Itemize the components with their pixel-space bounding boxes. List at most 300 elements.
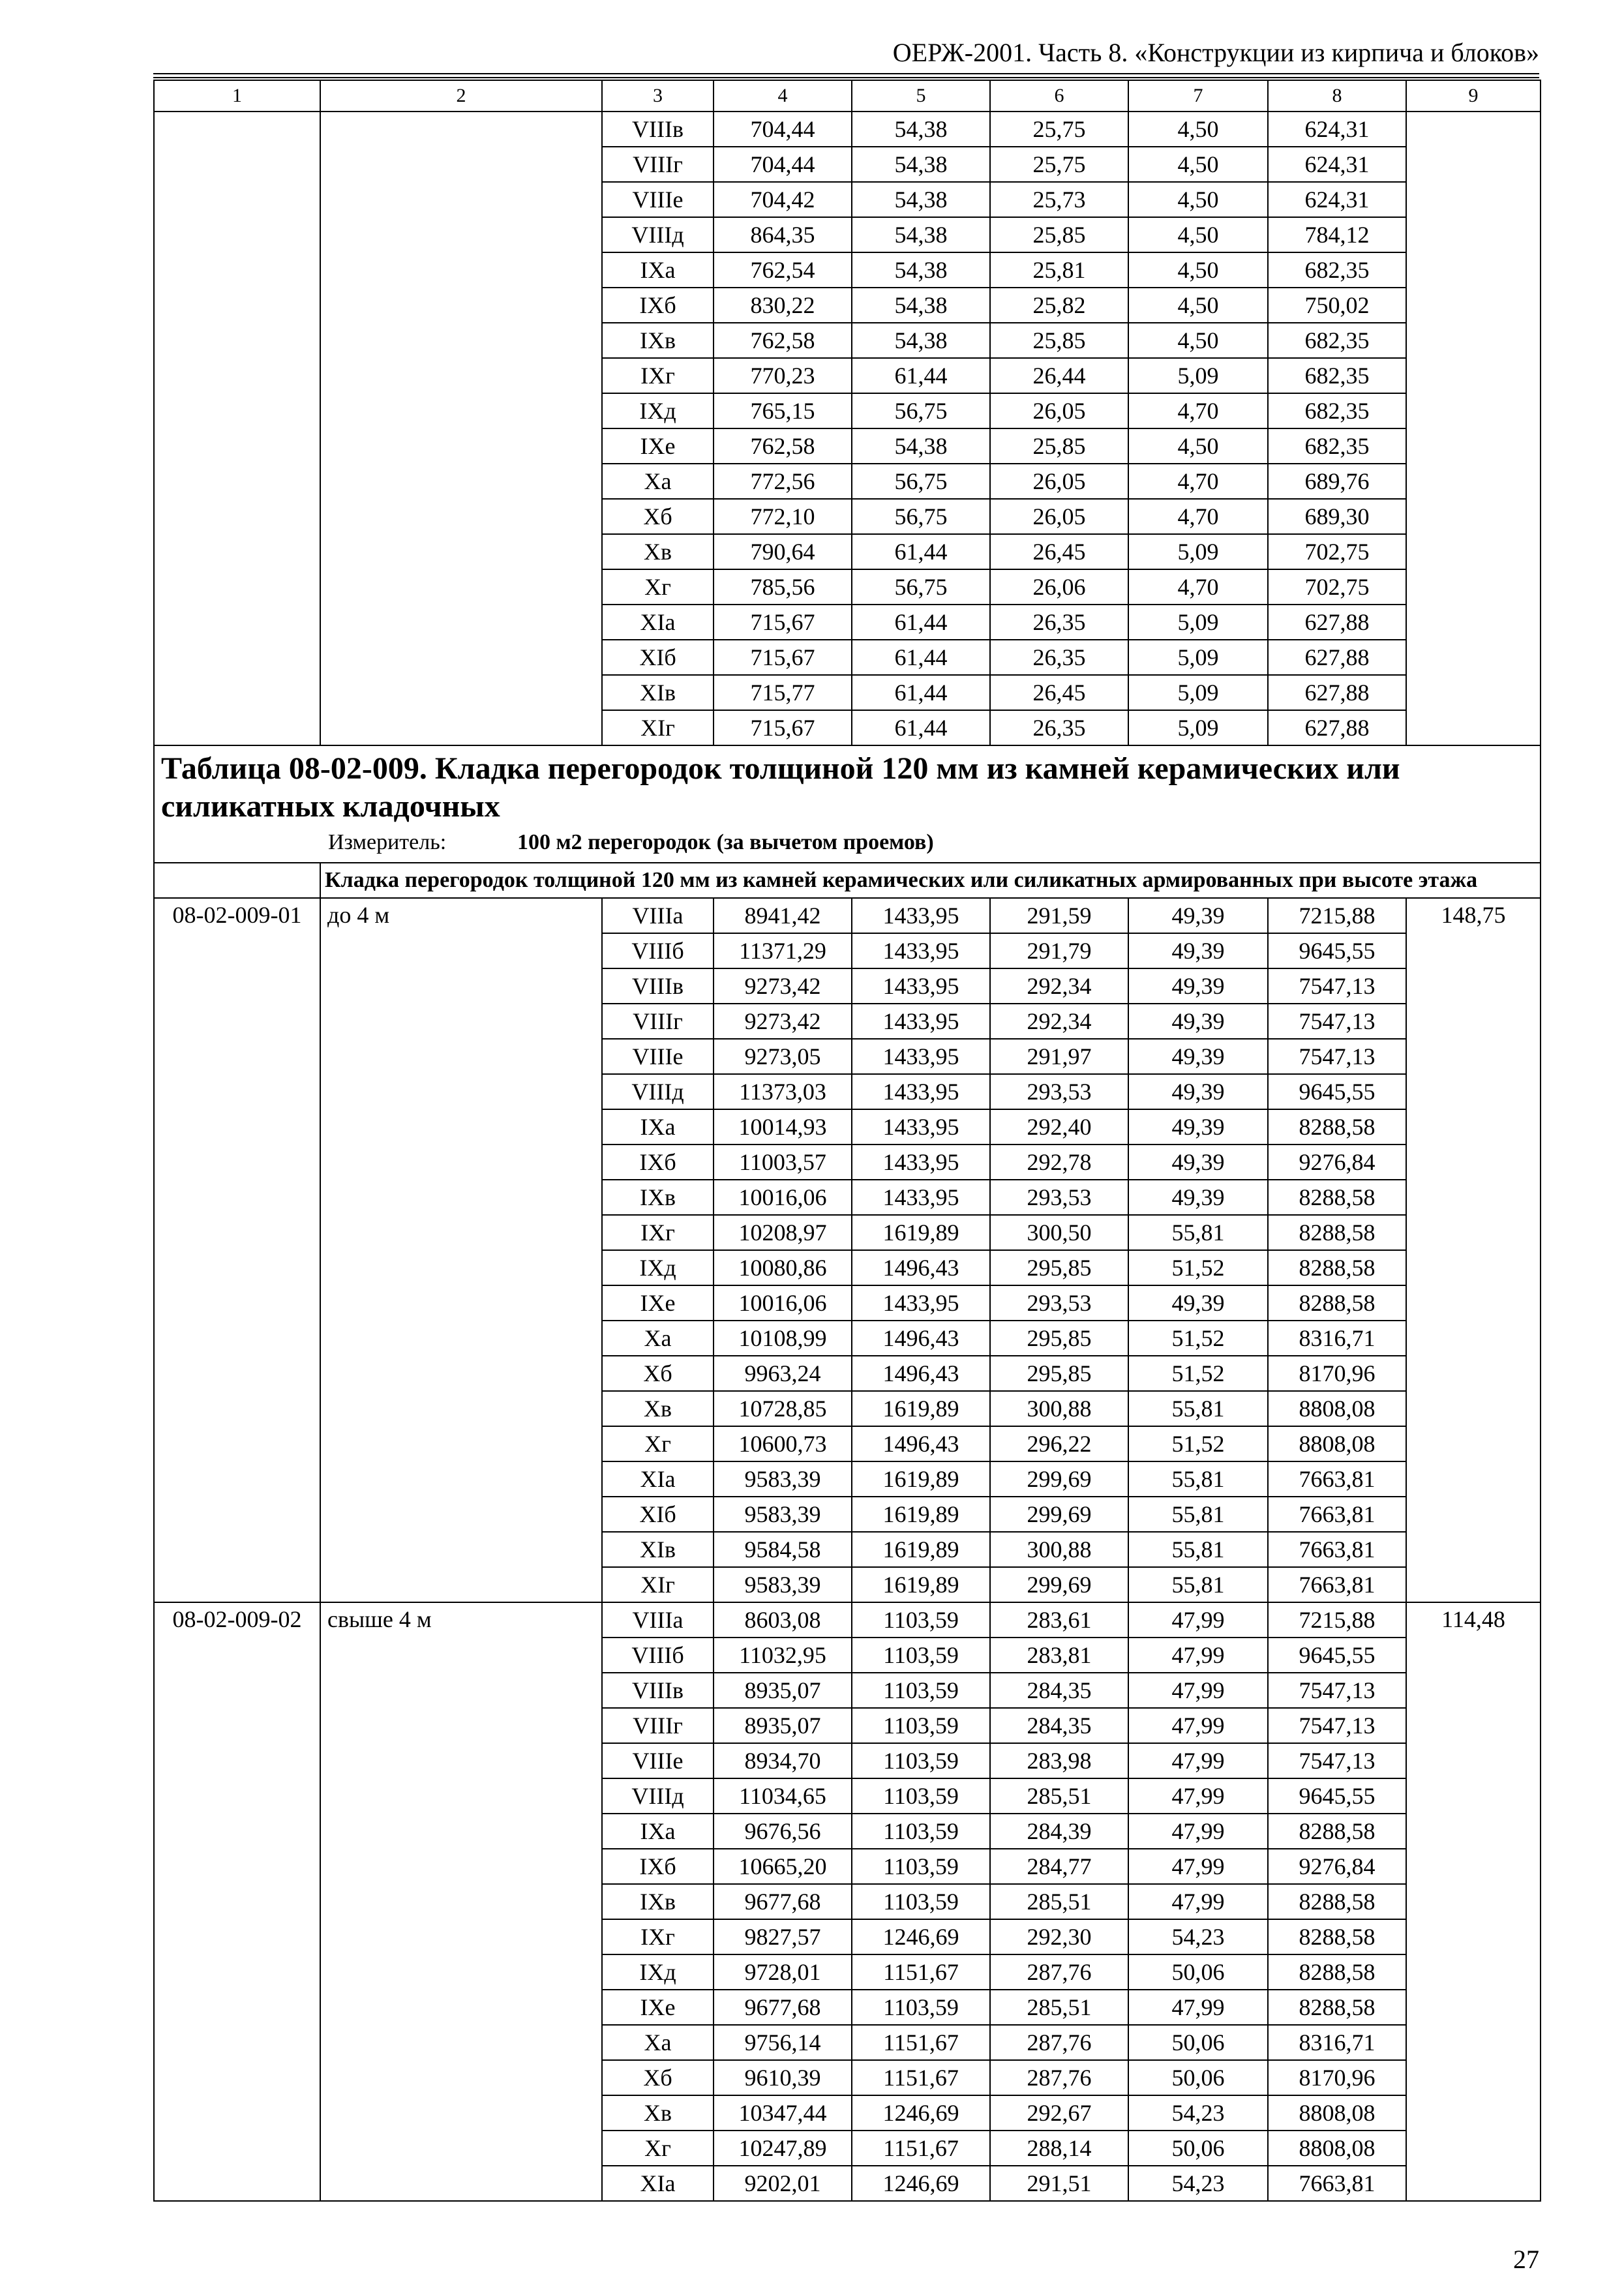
data-cell: 715,67 bbox=[714, 605, 852, 640]
data-cell: 291,51 bbox=[990, 2166, 1128, 2201]
data-cell: 291,97 bbox=[990, 1039, 1128, 1074]
data-cell: 762,54 bbox=[714, 252, 852, 288]
data-cell: IXд bbox=[602, 1954, 714, 1990]
header-rule-top bbox=[153, 73, 1539, 74]
data-cell: 7547,13 bbox=[1268, 1039, 1406, 1074]
data-cell: 5,09 bbox=[1128, 605, 1268, 640]
data-cell: Xб bbox=[602, 2060, 714, 2095]
data-cell: 715,67 bbox=[714, 710, 852, 745]
data-cell: 1496,43 bbox=[852, 1321, 990, 1356]
data-cell: 7215,88 bbox=[1268, 1602, 1406, 1638]
data-cell: 55,81 bbox=[1128, 1215, 1268, 1250]
data-cell: 292,34 bbox=[990, 1004, 1128, 1039]
column-number: 4 bbox=[714, 80, 852, 112]
data-cell: 1103,59 bbox=[852, 1743, 990, 1778]
table-title-row bbox=[154, 745, 1541, 863]
data-cell: 1433,95 bbox=[852, 1285, 990, 1321]
data-cell: 283,81 bbox=[990, 1638, 1128, 1673]
data-cell: VIIIг bbox=[602, 1004, 714, 1039]
data-cell: 284,39 bbox=[990, 1814, 1128, 1849]
data-cell: 1103,59 bbox=[852, 1778, 990, 1814]
data-cell: 9728,01 bbox=[714, 1954, 852, 1990]
data-cell: 1151,67 bbox=[852, 2060, 990, 2095]
data-cell: 25,75 bbox=[990, 147, 1128, 182]
data-cell: 715,67 bbox=[714, 640, 852, 675]
data-cell: 5,09 bbox=[1128, 675, 1268, 710]
data-cell: 682,35 bbox=[1268, 393, 1406, 428]
data-cell: 7547,13 bbox=[1268, 1743, 1406, 1778]
data-cell: 26,44 bbox=[990, 358, 1128, 393]
data-cell: 25,81 bbox=[990, 252, 1128, 288]
table-row bbox=[154, 112, 1541, 147]
data-cell: 55,81 bbox=[1128, 1461, 1268, 1497]
column-number-row bbox=[154, 80, 1541, 112]
data-cell: 287,76 bbox=[990, 1954, 1128, 1990]
data-cell: 292,30 bbox=[990, 1919, 1128, 1954]
data-cell: VIIIг bbox=[602, 147, 714, 182]
data-cell: VIIIв bbox=[602, 968, 714, 1004]
data-cell: 9583,39 bbox=[714, 1497, 852, 1532]
data-cell: 26,45 bbox=[990, 534, 1128, 569]
data-cell: 54,38 bbox=[852, 217, 990, 252]
data-cell: 47,99 bbox=[1128, 1602, 1268, 1638]
data-cell: 25,73 bbox=[990, 182, 1128, 217]
data-cell: Xб bbox=[602, 499, 714, 534]
subheading-row bbox=[154, 863, 1541, 898]
table-row bbox=[154, 898, 1541, 933]
data-cell: IXг bbox=[602, 1919, 714, 1954]
data-cell: 8316,71 bbox=[1268, 2025, 1406, 2060]
data-cell: 54,38 bbox=[852, 147, 990, 182]
data-cell: Xа bbox=[602, 2025, 714, 2060]
data-cell: 1433,95 bbox=[852, 1109, 990, 1144]
data-cell: 8808,08 bbox=[1268, 1426, 1406, 1461]
data-cell: 49,39 bbox=[1128, 1004, 1268, 1039]
data-cell: 61,44 bbox=[852, 640, 990, 675]
data-cell: 51,52 bbox=[1128, 1356, 1268, 1391]
data-cell: 49,39 bbox=[1128, 1144, 1268, 1180]
data-cell: IXб bbox=[602, 1849, 714, 1884]
data-cell: 50,06 bbox=[1128, 2060, 1268, 2095]
data-cell: 55,81 bbox=[1128, 1497, 1268, 1532]
data-cell: 288,14 bbox=[990, 2131, 1128, 2166]
data-cell: 54,38 bbox=[852, 323, 990, 358]
data-cell: 26,05 bbox=[990, 393, 1128, 428]
data-cell: 4,50 bbox=[1128, 182, 1268, 217]
data-cell: 5,09 bbox=[1128, 710, 1268, 745]
data-cell: 9202,01 bbox=[714, 2166, 852, 2201]
rate-col9: 148,75 bbox=[1406, 898, 1541, 1602]
data-cell: 5,09 bbox=[1128, 358, 1268, 393]
data-cell: 1103,59 bbox=[852, 1602, 990, 1638]
table-title: Таблица 08-02-009. Кладка перегородок толщиной 120 мм из камней керамических или силикатных кладочных bbox=[161, 751, 1400, 824]
data-cell: 283,98 bbox=[990, 1743, 1128, 1778]
data-cell: 1103,59 bbox=[852, 1638, 990, 1673]
data-cell: 50,06 bbox=[1128, 2025, 1268, 2060]
data-cell: 49,39 bbox=[1128, 968, 1268, 1004]
data-cell: 10016,06 bbox=[714, 1180, 852, 1215]
unit-line bbox=[161, 828, 1532, 857]
data-cell: 784,12 bbox=[1268, 217, 1406, 252]
rate-code: 08-02-009-02 bbox=[154, 1602, 320, 2201]
data-cell: 295,85 bbox=[990, 1250, 1128, 1285]
data-cell: 770,23 bbox=[714, 358, 852, 393]
unit-label: Измеритель: bbox=[328, 830, 447, 854]
data-cell: 9677,68 bbox=[714, 1884, 852, 1919]
data-cell: 11034,65 bbox=[714, 1778, 852, 1814]
page-header: ОЕРЖ-2001. Часть 8. «Конструкции из кирпича и блоков» bbox=[892, 38, 1539, 67]
data-cell: 1619,89 bbox=[852, 1461, 990, 1497]
rates-table-body bbox=[154, 80, 1541, 2201]
data-cell: 1619,89 bbox=[852, 1391, 990, 1426]
data-cell: 7663,81 bbox=[1268, 1461, 1406, 1497]
data-cell: XIа bbox=[602, 2166, 714, 2201]
data-cell: 682,35 bbox=[1268, 358, 1406, 393]
data-cell: 10016,06 bbox=[714, 1285, 852, 1321]
data-cell: VIIIг bbox=[602, 1708, 714, 1743]
data-cell: 10208,97 bbox=[714, 1215, 852, 1250]
data-cell: 56,75 bbox=[852, 464, 990, 499]
data-cell: 1246,69 bbox=[852, 1919, 990, 1954]
data-cell: 1496,43 bbox=[852, 1426, 990, 1461]
data-cell: 61,44 bbox=[852, 710, 990, 745]
data-cell: 54,38 bbox=[852, 288, 990, 323]
data-cell: 1246,69 bbox=[852, 2166, 990, 2201]
column-number: 5 bbox=[852, 80, 990, 112]
data-cell: 1496,43 bbox=[852, 1250, 990, 1285]
data-cell: 9583,39 bbox=[714, 1567, 852, 1602]
data-cell: 7663,81 bbox=[1268, 2166, 1406, 2201]
data-cell: 9645,55 bbox=[1268, 933, 1406, 968]
data-cell: XIг bbox=[602, 710, 714, 745]
data-cell: 56,75 bbox=[852, 499, 990, 534]
data-cell: 1496,43 bbox=[852, 1356, 990, 1391]
data-cell: 8288,58 bbox=[1268, 1954, 1406, 1990]
data-cell: 55,81 bbox=[1128, 1567, 1268, 1602]
data-cell: 61,44 bbox=[852, 675, 990, 710]
data-cell: 10108,99 bbox=[714, 1321, 852, 1356]
column-number: 2 bbox=[320, 80, 602, 112]
data-cell: 10014,93 bbox=[714, 1109, 852, 1144]
data-cell: 1433,95 bbox=[852, 1004, 990, 1039]
data-cell: 284,35 bbox=[990, 1673, 1128, 1708]
data-cell: 8808,08 bbox=[1268, 2131, 1406, 2166]
data-cell: 9273,42 bbox=[714, 968, 852, 1004]
data-cell: 47,99 bbox=[1128, 1743, 1268, 1778]
data-cell: 54,38 bbox=[852, 112, 990, 147]
data-cell: 1433,95 bbox=[852, 968, 990, 1004]
data-cell: 7663,81 bbox=[1268, 1497, 1406, 1532]
column-number: 7 bbox=[1128, 80, 1268, 112]
data-cell: 624,31 bbox=[1268, 182, 1406, 217]
data-cell: 4,70 bbox=[1128, 393, 1268, 428]
data-cell: 26,05 bbox=[990, 499, 1128, 534]
data-cell: 627,88 bbox=[1268, 675, 1406, 710]
data-cell: 49,39 bbox=[1128, 1285, 1268, 1321]
name-cell-empty bbox=[320, 112, 602, 745]
data-cell: 7663,81 bbox=[1268, 1567, 1406, 1602]
data-cell: 300,88 bbox=[990, 1391, 1128, 1426]
data-cell: 1433,95 bbox=[852, 1074, 990, 1109]
data-cell: 9645,55 bbox=[1268, 1778, 1406, 1814]
data-cell: 8170,96 bbox=[1268, 2060, 1406, 2095]
data-cell: 702,75 bbox=[1268, 534, 1406, 569]
data-cell: Xг bbox=[602, 1426, 714, 1461]
data-cell: 25,82 bbox=[990, 288, 1128, 323]
data-cell: 5,09 bbox=[1128, 640, 1268, 675]
data-cell: 47,99 bbox=[1128, 1673, 1268, 1708]
data-cell: 9756,14 bbox=[714, 2025, 852, 2060]
data-cell: 765,15 bbox=[714, 393, 852, 428]
data-cell: 7215,88 bbox=[1268, 898, 1406, 933]
data-cell: IXе bbox=[602, 428, 714, 464]
data-cell: IXв bbox=[602, 1180, 714, 1215]
data-cell: 9273,05 bbox=[714, 1039, 852, 1074]
data-cell: 285,51 bbox=[990, 1990, 1128, 2025]
data-cell: 627,88 bbox=[1268, 710, 1406, 745]
data-cell: 627,88 bbox=[1268, 605, 1406, 640]
data-cell: 26,06 bbox=[990, 569, 1128, 605]
data-cell: 285,51 bbox=[990, 1884, 1128, 1919]
data-cell: 8170,96 bbox=[1268, 1356, 1406, 1391]
data-cell: 772,56 bbox=[714, 464, 852, 499]
data-cell: 292,34 bbox=[990, 968, 1128, 1004]
data-cell: 54,23 bbox=[1128, 2095, 1268, 2131]
data-cell: 284,35 bbox=[990, 1708, 1128, 1743]
data-cell: 50,06 bbox=[1128, 1954, 1268, 1990]
data-cell: 1103,59 bbox=[852, 1708, 990, 1743]
data-cell: 299,69 bbox=[990, 1461, 1128, 1497]
data-cell: 8288,58 bbox=[1268, 1285, 1406, 1321]
data-cell: 49,39 bbox=[1128, 1039, 1268, 1074]
data-cell: 1103,59 bbox=[852, 1884, 990, 1919]
data-cell: 4,50 bbox=[1128, 147, 1268, 182]
data-cell: VIIIе bbox=[602, 1039, 714, 1074]
data-cell: 287,76 bbox=[990, 2025, 1128, 2060]
data-cell: 864,35 bbox=[714, 217, 852, 252]
data-cell: 54,38 bbox=[852, 428, 990, 464]
data-cell: 287,76 bbox=[990, 2060, 1128, 2095]
data-cell: 51,52 bbox=[1128, 1426, 1268, 1461]
data-cell: 8603,08 bbox=[714, 1602, 852, 1638]
data-cell: 10247,89 bbox=[714, 2131, 852, 2166]
column-number: 9 bbox=[1406, 80, 1541, 112]
data-cell: 26,45 bbox=[990, 675, 1128, 710]
column-number: 8 bbox=[1268, 80, 1406, 112]
data-cell: 26,35 bbox=[990, 605, 1128, 640]
data-cell: 682,35 bbox=[1268, 428, 1406, 464]
data-cell: 1151,67 bbox=[852, 1954, 990, 1990]
data-cell: 1619,89 bbox=[852, 1215, 990, 1250]
data-cell: 291,79 bbox=[990, 933, 1128, 968]
data-cell: 56,75 bbox=[852, 569, 990, 605]
data-cell: 9276,84 bbox=[1268, 1144, 1406, 1180]
data-cell: 55,81 bbox=[1128, 1532, 1268, 1567]
data-cell: 51,52 bbox=[1128, 1321, 1268, 1356]
data-cell: 1433,95 bbox=[852, 898, 990, 933]
data-cell: 1433,95 bbox=[852, 1144, 990, 1180]
data-cell: 47,99 bbox=[1128, 1884, 1268, 1919]
data-cell: VIIIа bbox=[602, 1602, 714, 1638]
data-cell: 9610,39 bbox=[714, 2060, 852, 2095]
data-cell: 8288,58 bbox=[1268, 1814, 1406, 1849]
data-cell: 296,22 bbox=[990, 1426, 1128, 1461]
data-cell: 682,35 bbox=[1268, 323, 1406, 358]
data-cell: 704,42 bbox=[714, 182, 852, 217]
data-cell: 25,85 bbox=[990, 323, 1128, 358]
data-cell: 285,51 bbox=[990, 1778, 1128, 1814]
data-cell: 704,44 bbox=[714, 112, 852, 147]
data-cell: 1103,59 bbox=[852, 1990, 990, 2025]
data-cell: 50,06 bbox=[1128, 2131, 1268, 2166]
data-cell: 49,39 bbox=[1128, 1074, 1268, 1109]
data-cell: 9583,39 bbox=[714, 1461, 852, 1497]
data-cell: 49,39 bbox=[1128, 1109, 1268, 1144]
data-cell: 1619,89 bbox=[852, 1497, 990, 1532]
data-cell: IXа bbox=[602, 1109, 714, 1144]
column-number: 6 bbox=[990, 80, 1128, 112]
data-cell: IXд bbox=[602, 1250, 714, 1285]
data-cell: 293,53 bbox=[990, 1180, 1128, 1215]
data-cell: 49,39 bbox=[1128, 933, 1268, 968]
data-cell: 47,99 bbox=[1128, 1638, 1268, 1673]
data-cell: 61,44 bbox=[852, 534, 990, 569]
data-cell: 1246,69 bbox=[852, 2095, 990, 2131]
data-cell: 26,05 bbox=[990, 464, 1128, 499]
data-cell: 11032,95 bbox=[714, 1638, 852, 1673]
data-cell: 299,69 bbox=[990, 1497, 1128, 1532]
data-cell: IXг bbox=[602, 358, 714, 393]
rates-table bbox=[153, 80, 1541, 2202]
data-cell: 4,70 bbox=[1128, 464, 1268, 499]
code-cell-empty bbox=[154, 112, 320, 745]
column-number: 3 bbox=[602, 80, 714, 112]
data-cell: 292,67 bbox=[990, 2095, 1128, 2131]
data-cell: 25,85 bbox=[990, 217, 1128, 252]
data-cell: 1103,59 bbox=[852, 1673, 990, 1708]
data-cell: 1151,67 bbox=[852, 2131, 990, 2166]
data-cell: 300,50 bbox=[990, 1215, 1128, 1250]
data-cell: 9963,24 bbox=[714, 1356, 852, 1391]
data-cell: Xв bbox=[602, 534, 714, 569]
data-cell: 624,31 bbox=[1268, 112, 1406, 147]
data-cell: XIв bbox=[602, 1532, 714, 1567]
col9-cell-empty bbox=[1406, 112, 1541, 745]
data-cell: 47,99 bbox=[1128, 1708, 1268, 1743]
data-cell: 1433,95 bbox=[852, 1180, 990, 1215]
table-title-cell bbox=[154, 745, 1541, 863]
rate-name: до 4 м bbox=[320, 898, 602, 1602]
data-cell: 51,52 bbox=[1128, 1250, 1268, 1285]
data-cell: 299,69 bbox=[990, 1567, 1128, 1602]
rate-code: 08-02-009-01 bbox=[154, 898, 320, 1602]
data-cell: 9645,55 bbox=[1268, 1074, 1406, 1109]
data-cell: 762,58 bbox=[714, 428, 852, 464]
data-cell: 762,58 bbox=[714, 323, 852, 358]
data-cell: 10080,86 bbox=[714, 1250, 852, 1285]
data-cell: 689,30 bbox=[1268, 499, 1406, 534]
data-cell: 4,50 bbox=[1128, 288, 1268, 323]
data-cell: 293,53 bbox=[990, 1285, 1128, 1321]
data-cell: Xв bbox=[602, 1391, 714, 1426]
data-cell: VIIIв bbox=[602, 112, 714, 147]
data-cell: IXб bbox=[602, 288, 714, 323]
data-cell: 704,44 bbox=[714, 147, 852, 182]
data-cell: 54,23 bbox=[1128, 1919, 1268, 1954]
data-cell: Xа bbox=[602, 1321, 714, 1356]
data-cell: 9273,42 bbox=[714, 1004, 852, 1039]
data-cell: 61,44 bbox=[852, 605, 990, 640]
data-cell: 11371,29 bbox=[714, 933, 852, 968]
data-cell: 9276,84 bbox=[1268, 1849, 1406, 1884]
data-cell: 26,35 bbox=[990, 710, 1128, 745]
data-cell: 1151,67 bbox=[852, 2025, 990, 2060]
data-cell: 295,85 bbox=[990, 1356, 1128, 1391]
data-cell: 9827,57 bbox=[714, 1919, 852, 1954]
data-cell: 682,35 bbox=[1268, 252, 1406, 288]
data-cell: 54,38 bbox=[852, 252, 990, 288]
data-cell: 4,50 bbox=[1128, 323, 1268, 358]
data-cell: IXа bbox=[602, 252, 714, 288]
data-cell: 8288,58 bbox=[1268, 1884, 1406, 1919]
unit-value: 100 м2 перегородок (за вычетом проемов) bbox=[517, 830, 934, 854]
data-cell: 627,88 bbox=[1268, 640, 1406, 675]
data-cell: 8941,42 bbox=[714, 898, 852, 933]
data-cell: VIIIд bbox=[602, 1778, 714, 1814]
data-cell: 8288,58 bbox=[1268, 1919, 1406, 1954]
data-cell: 9584,58 bbox=[714, 1532, 852, 1567]
data-cell: IXе bbox=[602, 1990, 714, 2025]
data-cell: 8288,58 bbox=[1268, 1109, 1406, 1144]
subheading: Кладка перегородок толщиной 120 мм из камней керамических или силикатных армированных при высоте этажа bbox=[320, 863, 1541, 898]
data-cell: IXа bbox=[602, 1814, 714, 1849]
data-cell: 750,02 bbox=[1268, 288, 1406, 323]
data-cell: 25,85 bbox=[990, 428, 1128, 464]
data-cell: 47,99 bbox=[1128, 1814, 1268, 1849]
data-cell: 8934,70 bbox=[714, 1743, 852, 1778]
data-cell: 293,53 bbox=[990, 1074, 1128, 1109]
page-number: 27 bbox=[1513, 2245, 1539, 2274]
data-cell: Xб bbox=[602, 1356, 714, 1391]
data-cell: 4,50 bbox=[1128, 252, 1268, 288]
data-cell: XIг bbox=[602, 1567, 714, 1602]
data-cell: 25,75 bbox=[990, 112, 1128, 147]
data-cell: 1103,59 bbox=[852, 1849, 990, 1884]
data-cell: 292,78 bbox=[990, 1144, 1128, 1180]
data-cell: 1619,89 bbox=[852, 1567, 990, 1602]
data-cell: 7663,81 bbox=[1268, 1532, 1406, 1567]
data-cell: 4,50 bbox=[1128, 217, 1268, 252]
data-cell: 49,39 bbox=[1128, 1180, 1268, 1215]
data-cell: Xв bbox=[602, 2095, 714, 2131]
data-cell: 300,88 bbox=[990, 1532, 1128, 1567]
data-cell: 8935,07 bbox=[714, 1708, 852, 1743]
data-cell: VIIIб bbox=[602, 1638, 714, 1673]
data-cell: Xа bbox=[602, 464, 714, 499]
data-cell: 8808,08 bbox=[1268, 2095, 1406, 2131]
data-cell: 10347,44 bbox=[714, 2095, 852, 2131]
data-cell: 283,61 bbox=[990, 1602, 1128, 1638]
data-cell: 56,75 bbox=[852, 393, 990, 428]
data-cell: 47,99 bbox=[1128, 1778, 1268, 1814]
data-cell: 54,23 bbox=[1128, 2166, 1268, 2201]
data-cell: 9677,68 bbox=[714, 1990, 852, 2025]
data-cell: 8808,08 bbox=[1268, 1391, 1406, 1426]
data-cell: XIб bbox=[602, 640, 714, 675]
data-cell: VIIIа bbox=[602, 898, 714, 933]
data-cell: 1619,89 bbox=[852, 1532, 990, 1567]
header-rule-bottom bbox=[153, 77, 1539, 78]
